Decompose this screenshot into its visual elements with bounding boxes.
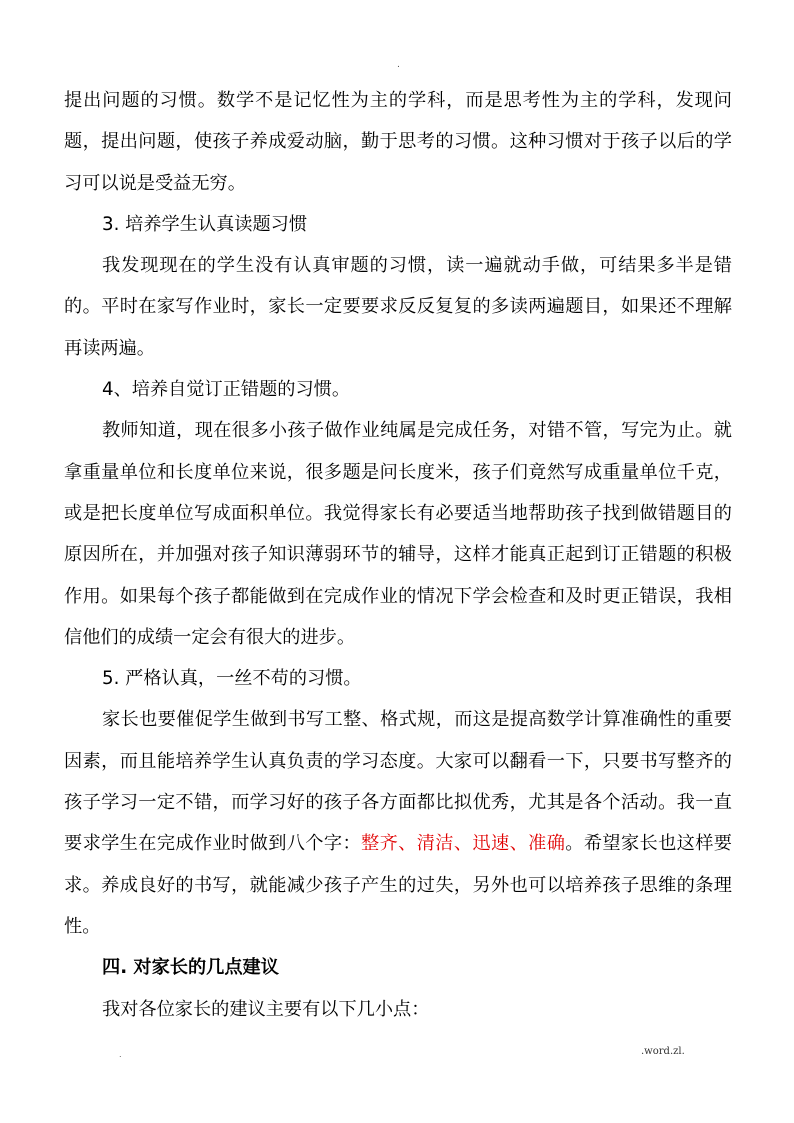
footer-left-mark: . xyxy=(119,1050,122,1059)
heading-reading-habit: 3. 培养学生认真读题习惯 xyxy=(102,213,308,235)
header-mark: . xyxy=(397,60,400,70)
footer-source-text: .word.zl. xyxy=(641,1046,685,1057)
highlight-eight-characters: 整齐、清洁、迅速、准确 xyxy=(361,833,566,855)
heading-correction-habit: 4、培养自觉订正错题的习惯。 xyxy=(102,379,351,401)
paragraph-careful-habit-pre: 家长也要催促学生做到书写工整、格式规，而这是提高数学计算准确性的重要因素，而且能培养学生认真负责的学习态度。大家可以翻看一下，只要书写整齐的孩子学习一定不错，而学习好的孩子各方面都比拟优秀，尤其是各个活动。我一直要求学生在完成作业时做到八个字： xyxy=(64,709,732,855)
paragraph-careful-habit xyxy=(64,699,732,947)
section-heading-parent-advice: 四. 对家长的几点建议 xyxy=(102,957,279,979)
page-content xyxy=(64,80,732,1030)
heading-careful-habit: 5. 严格认真，一丝不苟的习惯。 xyxy=(102,668,362,690)
paragraph-question-habit: 提出问题的习惯。数学不是记忆性为主的学科，而是思考性为主的学科，发现问题，提出问题，使孩子养成爱动脑，勤于思考的习惯。这种习惯对于孩子以后的学习可以说是受益无穷。 xyxy=(64,90,732,194)
paragraph-correction-habit: 教师知道，现在很多小孩子做作业纯属是完成任务，对错不管，写完为止。就拿重量单位和长度单位来说，很多题是问长度米，孩子们竟然写成重量单位千克，或是把长度单位写成面积单位。我觉得家长有必要适当地帮助孩子找到做错题目的原因所在，并加强对孩子知识薄弱环节的辅导，这样才能真正起到订正错题的积极作用。如果每个孩子都能做到在完成作业的情况下学会检查和及时更正错误，我相信他们的成绩一定会有很大的进步。 xyxy=(64,420,732,648)
paragraph-advice-intro: 我对各位家长的建议主要有以下几小点： xyxy=(102,998,430,1020)
paragraph-careful-habit-post: 。希望家长也这样要求。养成良好的书写，就能减少孩子产生的过失，另外也可以培养孩子思维的条理性。 xyxy=(64,833,732,937)
paragraph-reading-habit: 我发现现在的学生没有认真审题的习惯，读一遍就动手做，可结果多半是错的。平时在家写作业时，家长一定要要求反反复复的多读两遍题目，如果还不理解再读两遍。 xyxy=(64,255,732,359)
